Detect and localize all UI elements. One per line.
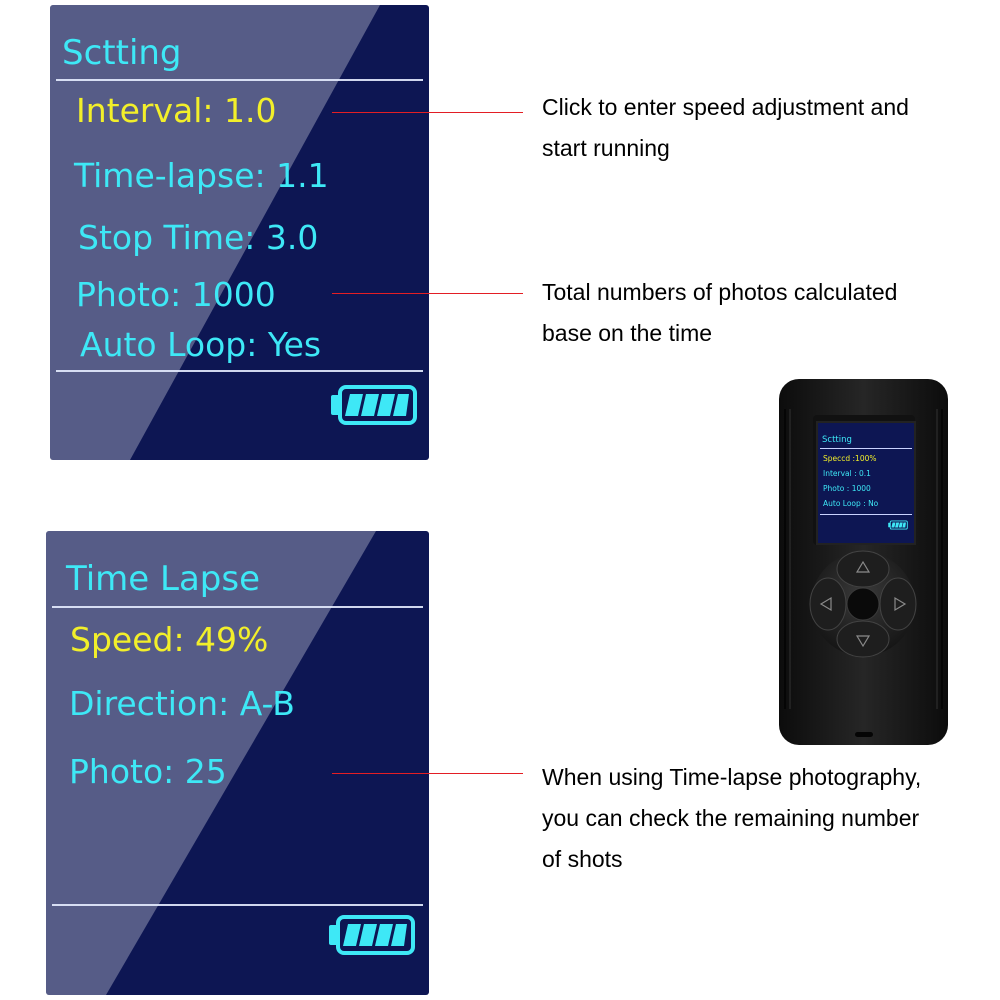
timelapse-photo: Photo: 25	[69, 752, 227, 791]
device-screen-title: Sctting	[822, 435, 852, 445]
setting-stop-time: Stop Time: 3.0	[78, 218, 319, 257]
screen-title: Sctting	[62, 33, 182, 73]
screen-title: Time Lapse	[66, 559, 261, 599]
annotation-line: When using Time-lapse photography,	[542, 764, 922, 790]
device-footer-divider	[820, 514, 912, 515]
footer-divider	[56, 370, 423, 372]
setting-interval: Interval: 1.0	[76, 91, 277, 130]
annotation-line: Click to enter speed adjustment and	[542, 94, 909, 120]
annotation-line: you can check the remaining number	[542, 805, 920, 831]
footer-divider	[52, 904, 423, 906]
title-divider	[56, 79, 423, 81]
center-button	[847, 588, 879, 620]
annotation-line: start running	[542, 135, 670, 161]
battery-full-icon	[330, 385, 418, 425]
annotation-line: Total numbers of photos calculated	[542, 279, 898, 305]
device-line-auto-loop: Auto Loop : No	[823, 499, 879, 508]
annotation-line: base on the time	[542, 320, 713, 346]
setting-screen	[50, 5, 429, 460]
annotation-speed-adjustment	[542, 87, 909, 169]
annotation-remaining-shots	[542, 757, 921, 880]
timelapse-screen	[46, 531, 429, 995]
device-title-divider	[820, 448, 912, 449]
title-divider	[52, 606, 423, 608]
device-screen	[816, 421, 916, 545]
device-line-photo: Photo : 1000	[823, 484, 871, 493]
battery-full-icon	[888, 520, 908, 530]
setting-auto-loop: Auto Loop: Yes	[80, 325, 322, 364]
device-line-speed: Speccd :100%	[823, 454, 877, 463]
device-line-interval: Interval : 0.1	[823, 469, 871, 478]
annotation-total-photos	[542, 272, 897, 354]
pointer-line-timelapse-photo	[332, 773, 523, 774]
setting-time-lapse: Time-lapse: 1.1	[74, 156, 329, 195]
pointer-line-interval	[332, 112, 523, 113]
timelapse-speed: Speed: 49%	[70, 620, 269, 659]
setting-photo: Photo: 1000	[76, 275, 276, 314]
pointer-line-photo	[332, 293, 523, 294]
annotation-line: of shots	[542, 846, 623, 872]
battery-full-icon	[328, 915, 416, 955]
timelapse-direction: Direction: A-B	[69, 684, 295, 723]
